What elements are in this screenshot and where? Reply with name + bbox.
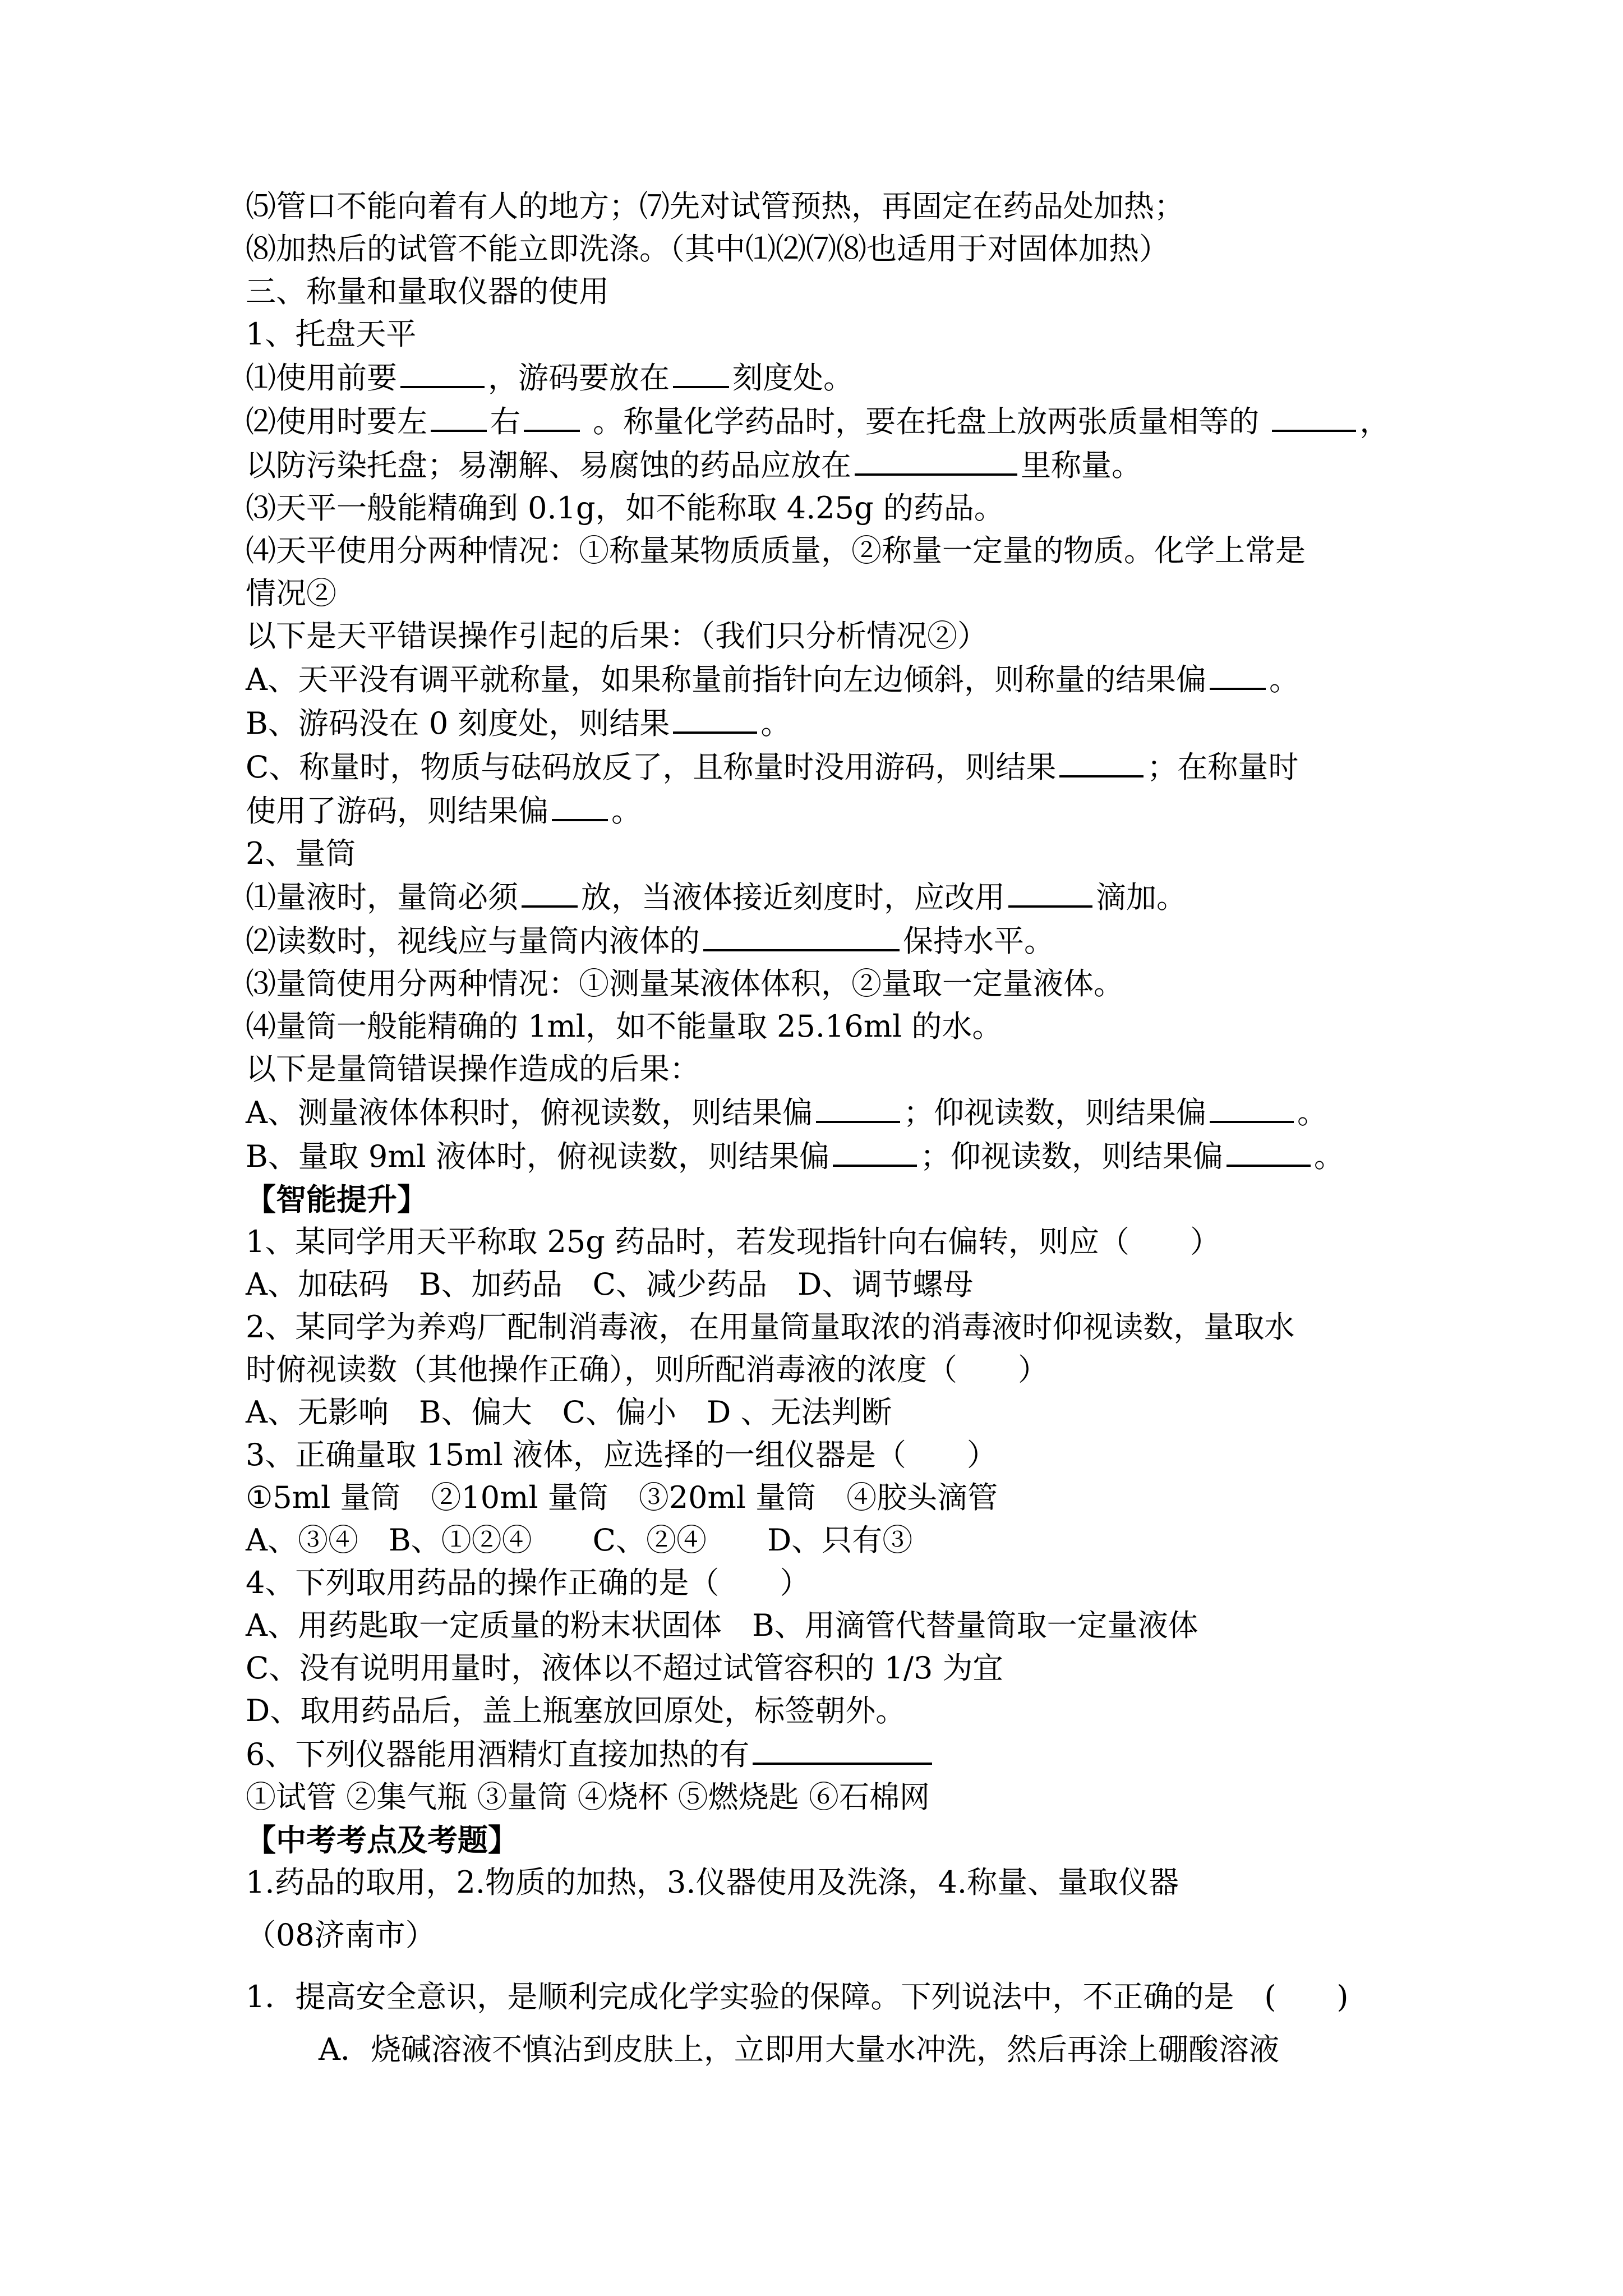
- document-page: [246, 185, 1479, 2071]
- question-line: 3、正确量取 15ml 液体，应选择的一组仪器是（ ）: [246, 1437, 997, 1473]
- text-line: 1.药品的取用，2.物质的加热，3.仪器使用及洗涤，4.称量、量取仪器: [246, 1865, 1179, 1900]
- text-segment: 。称量化学药品时，要在托盘上放两张质量相等的: [583, 404, 1269, 439]
- text-line: ⑷天平使用分两种情况：①称量某物质质量，②称量一定量的物质。化学上常是: [246, 533, 1306, 568]
- text-segment: A、测量液体体积时，俯视读数，则结果偏: [246, 1095, 813, 1130]
- text-line: [246, 1134, 1479, 1178]
- answer-blank: [1008, 875, 1092, 908]
- text-segment: ⑵读数时，视线应与量筒内液体的: [246, 923, 700, 959]
- text-segment: 6、下列仪器能用酒精灯直接加热的有: [246, 1737, 750, 1772]
- options-line: A、无影响 B、偏大 C、偏小 D 、无法判断: [246, 1395, 892, 1430]
- section-heading: 【中考考点及考题】: [246, 1822, 518, 1858]
- text-segment: 放，当液体接近刻度时，应改用: [581, 880, 1005, 915]
- text-line: [246, 443, 1479, 487]
- text-segment: ⑵使用时要左: [246, 404, 427, 439]
- text-segment: 里称量。: [1021, 448, 1142, 483]
- text-line: [246, 701, 1479, 745]
- answer-blank: [1210, 657, 1266, 690]
- answer-blank: [855, 443, 1017, 476]
- answer-blank: [524, 399, 580, 432]
- text-segment: ，游码要放在: [488, 360, 670, 395]
- text-line: 以下是量筒错误操作造成的后果：: [246, 1051, 700, 1087]
- text-segment: C、称量时，物质与砝码放反了，且称量时没用游码，则结果: [246, 749, 1057, 785]
- answer-blank: [703, 919, 900, 951]
- text-segment: 保持水平。: [903, 923, 1054, 959]
- options-line: A、③④ B、①②④ C、②④ D、只有③: [246, 1522, 913, 1558]
- question-line: 2、某同学为养鸡厂配制消毒液，在用量筒量取浓的消毒液时仰视读数，量取水: [246, 1309, 1295, 1345]
- text-line: ⑶天平一般能精确到 0.1g，如不能称取 4.25g 的药品。: [246, 490, 1004, 526]
- answer-blank: [673, 356, 729, 388]
- subsection-heading: 1、托盘天平: [246, 316, 417, 352]
- options-line: C、没有说明用量时，液体以不超过试管容积的 1/3 为宜: [246, 1650, 1003, 1686]
- options-line: ①试管 ②集气瓶 ③量筒 ④烧杯 ⑤燃烧匙 ⑥石棉网: [246, 1779, 930, 1815]
- question-line: 4、下列取用药品的操作正确的是（ ）: [246, 1565, 810, 1600]
- options-line: D、取用药品后，盖上瓶塞放回原处，标签朝外。: [246, 1693, 906, 1728]
- text-line: 情况②: [246, 576, 336, 611]
- answer-blank: [431, 399, 487, 432]
- text-line: ⑻加热后的试管不能立即洗涤。（其中⑴⑵⑺⑻也适用于对固体加热）: [246, 231, 1169, 266]
- text-segment: ；仰视读数，则结果偏: [920, 1139, 1223, 1174]
- text-line: ⑸管口不能向着有人的地方；⑺先对试管预热，再固定在药品处加热；: [246, 188, 1184, 224]
- text-segment: 以防污染托盘；易潮解、易腐蚀的药品应放在: [246, 448, 851, 483]
- answer-blank: [1059, 745, 1144, 777]
- question-line: 1、某同学用天平称取 25g 药品时，若发现指针向右偏转，则应（ ）: [246, 1224, 1220, 1259]
- text-line: [246, 875, 1479, 919]
- source-label: （08济南市）: [246, 1917, 436, 1953]
- answer-blank: [1210, 1091, 1294, 1123]
- text-segment: B、量取 9ml 液体时，俯视读数，则结果偏: [246, 1139, 829, 1174]
- text-segment: ⑴量液时，量筒必须: [246, 880, 518, 915]
- text-line: [246, 399, 1479, 443]
- subsection-heading: 2、量筒: [246, 836, 356, 871]
- text-segment: ⑴使用前要: [246, 360, 397, 395]
- text-segment: 右: [490, 404, 520, 439]
- text-line: [246, 789, 1479, 832]
- text-segment: 。: [1297, 1095, 1327, 1130]
- question-line: 1．提高安全意识，是顺利完成化学实验的保障。下列说法中，不正确的是 ( ): [246, 1979, 1349, 2014]
- text-segment: ，: [1359, 404, 1390, 439]
- answer-blank: [816, 1091, 900, 1123]
- answer-blank: [1227, 1134, 1311, 1167]
- text-line: [246, 1091, 1479, 1134]
- text-segment: A、天平没有调平就称量，如果称量前指针向左边倾斜，则称量的结果偏: [246, 662, 1206, 697]
- question-line: 时俯视读数（其他操作正确），则所配消毒液的浓度（ ）: [246, 1352, 1048, 1387]
- answer-blank: [400, 356, 485, 388]
- text-segment: B、游码没在 0 刻度处，则结果: [246, 706, 670, 741]
- answer-blank: [753, 1732, 932, 1765]
- answer-blank: [833, 1134, 917, 1167]
- text-segment: ；仰视读数，则结果偏: [903, 1095, 1206, 1130]
- answer-blank: [673, 701, 757, 734]
- text-segment: 。: [1269, 662, 1299, 697]
- answer-blank: [552, 789, 608, 821]
- text-line: [246, 919, 1479, 963]
- answer-blank: [1272, 399, 1356, 432]
- options-line: A、用药匙取一定质量的粉末状固体 B、用滴管代替量筒取一定量液体: [246, 1608, 1198, 1643]
- text-segment: 滴加。: [1096, 880, 1187, 915]
- options-line: ①5ml 量筒 ②10ml 量筒 ③20ml 量筒 ④胶头滴管: [246, 1480, 998, 1515]
- section-heading: 三、称量和量取仪器的使用: [246, 274, 609, 309]
- text-segment: ；在称量时: [1147, 749, 1299, 785]
- options-line: A、加砝码 B、加药品 C、减少药品 D、调节螺母: [246, 1267, 974, 1302]
- section-heading: 【智能提升】: [246, 1181, 427, 1217]
- text-segment: 。: [760, 706, 791, 741]
- text-segment: 。: [1313, 1139, 1344, 1174]
- question-line: [246, 1732, 1479, 1776]
- text-line: [246, 745, 1479, 789]
- text-segment: 使用了游码，则结果偏: [246, 793, 548, 829]
- text-line: ⑶量筒使用分两种情况：①测量某液体体积，②量取一定量液体。: [246, 966, 1124, 1001]
- answer-blank: [522, 875, 578, 908]
- text-segment: 。: [611, 793, 642, 829]
- options-line: A．烧碱溶液不慎沾到皮肤上，立即用大量水冲洗，然后再涂上硼酸溶液: [319, 2032, 1279, 2067]
- text-line: [246, 356, 1479, 399]
- text-line: ⑷量筒一般能精确的 1ml，如不能量取 25.16ml 的水。: [246, 1009, 1003, 1044]
- text-segment: 刻度处。: [732, 360, 854, 395]
- text-line: [246, 657, 1479, 701]
- text-line: 以下是天平错误操作引起的后果：（我们只分析情况②）: [246, 618, 988, 654]
